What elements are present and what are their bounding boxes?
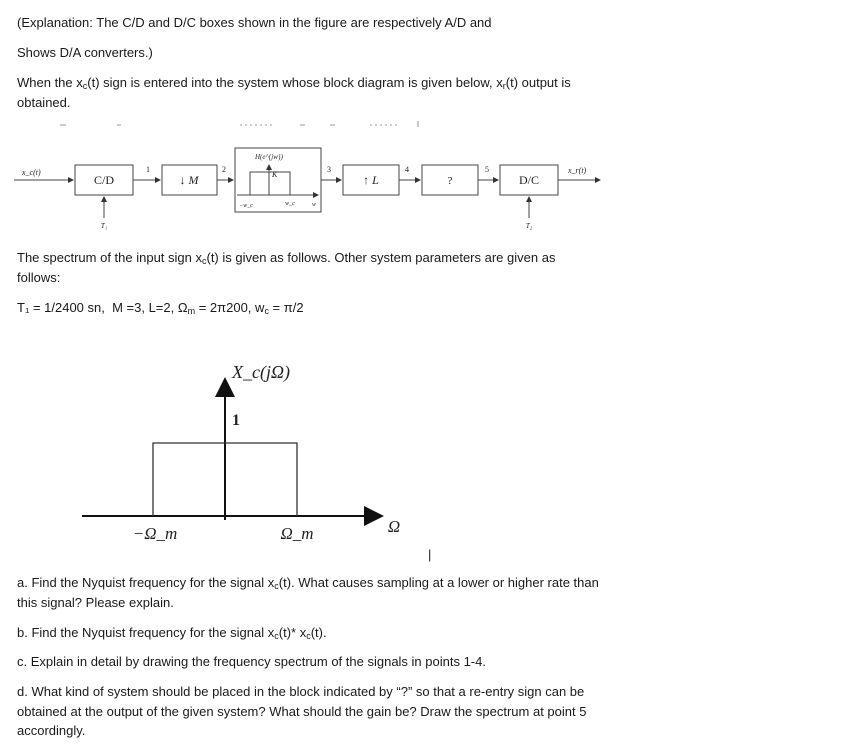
pos-omega-m-label: Ω_m	[280, 524, 314, 543]
dc-label: D/C	[518, 173, 540, 187]
point-3-label: 3	[327, 165, 331, 174]
downsampler-label: ↓ M	[179, 173, 199, 187]
t1-label: T₁	[100, 222, 108, 230]
spectrum-text-line-2: follows:	[17, 270, 61, 285]
intro-line-2: obtained.	[17, 95, 71, 110]
filter-title: H(e^{jw})	[255, 153, 283, 161]
text-cursor: |	[428, 547, 432, 562]
filter-pos-cutoff: w_c	[285, 201, 295, 207]
question-c: c. Explain in detail by drawing the frequency spectrum of the signals in points 1-4.	[17, 654, 486, 669]
input-spectrum-plot	[82, 362, 400, 543]
question-a-line-1: a. Find the Nyquist frequency for the signal $x_c(t)$. What causes sampling at a lower or higher rate than	[17, 575, 599, 591]
t2-label: T₂	[525, 222, 533, 230]
spectrum-title: X_c(jΩ)	[232, 362, 290, 382]
point-4-label: 4	[405, 165, 409, 174]
question-b: b. Find the Nyquist frequency for the signal $x_c(t)*$ $x_c(t)$.	[17, 625, 327, 641]
point-5-label: 5	[485, 165, 489, 174]
point-2-label: 2	[222, 165, 226, 174]
input-signal-label: x_c(t)	[22, 168, 41, 177]
block-diagram	[14, 148, 600, 230]
output-signal-label: x_r(t)	[568, 166, 587, 175]
filter-axis-label: w	[312, 202, 317, 208]
cd-label: C/D	[93, 173, 115, 187]
question-d-line-1: d. What kind of system should be placed in the block indicated by “?” so that a re-entry sign can be	[17, 684, 585, 699]
question-d-line-3: accordingly.	[17, 723, 86, 738]
question-d-line-2: obtained at the output of the given system? What should the gain be? Draw the spectrum at point 5	[17, 704, 587, 719]
amplitude-label: 1	[232, 412, 240, 429]
parameters-line: T₁ = 1/2400 sn, M =3, L=2, $\Omega_m = 2\pi 200$, $w_c = \pi/2$	[17, 300, 304, 316]
unknown-block-label: ?	[447, 175, 453, 187]
point-1-label: 1	[146, 165, 150, 174]
omega-axis-label: Ω	[387, 517, 401, 536]
intro-line-1: When the $x_c(t)$ sign is entered into the system whose block diagram is given below, $x_r(t)$ output is	[17, 75, 571, 91]
question-a-line-2: this signal? Please explain.	[17, 595, 174, 610]
upsampler-label: ↑ L	[363, 173, 379, 187]
explanation-line-2: Shows D/A converters.)	[17, 45, 153, 60]
explanation-line-1: (Explanation: The C/D and D/C boxes shown in the figure are respectively A/D and	[17, 15, 492, 30]
neg-omega-m-label: −Ω_m	[132, 524, 178, 543]
spectrum-text-line-1: The spectrum of the input sign $x_c(t)$ is given as follows. Other system parameters are given as	[17, 250, 556, 266]
filter-gain-label: K	[272, 170, 278, 179]
faint-marks	[60, 121, 418, 127]
filter-neg-cutoff: −w_c	[239, 203, 253, 209]
